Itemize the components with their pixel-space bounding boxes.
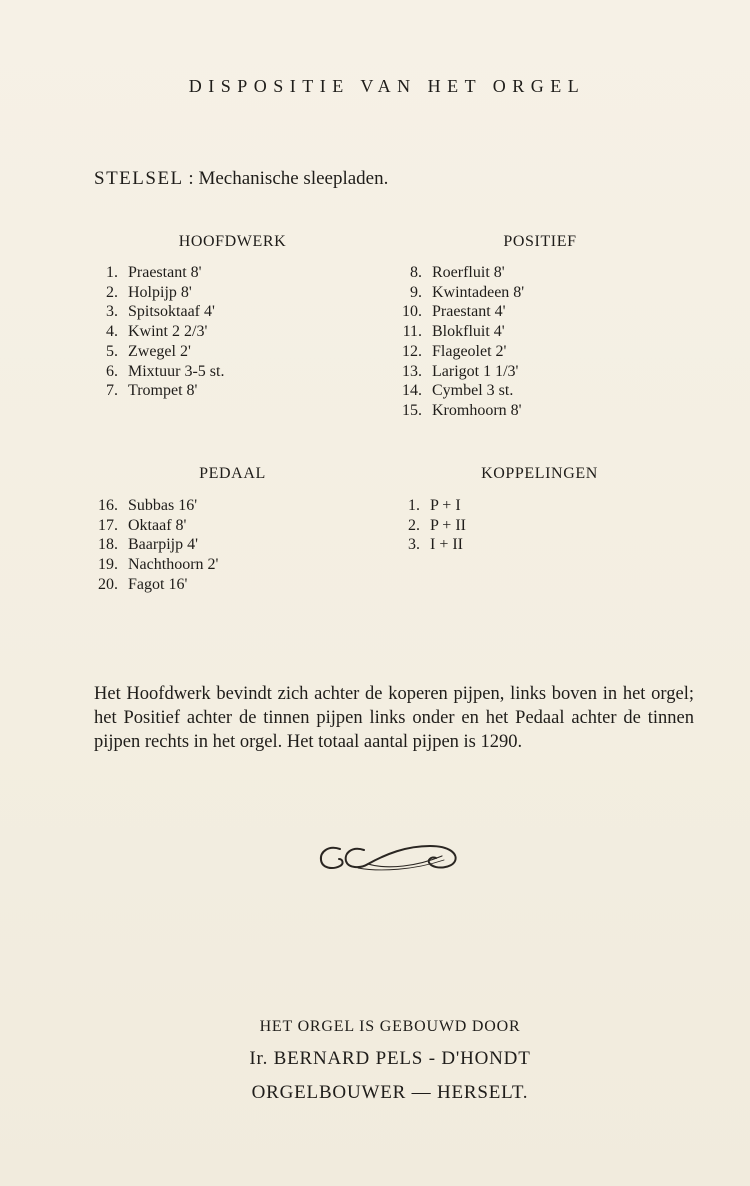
- stop-number: 13.: [402, 362, 422, 380]
- stop-item: [392, 362, 524, 382]
- stop-number: 10.: [402, 303, 422, 321]
- hoofdwerk-list: [94, 263, 224, 401]
- stop-name: Blokfluit 4': [432, 323, 505, 341]
- stop-number: 15.: [402, 401, 422, 419]
- stop-name: Holpijp 8': [128, 283, 192, 301]
- stop-name: Kwintadeen 8': [432, 283, 525, 301]
- stop-item: [392, 342, 524, 362]
- page-title: DISPOSITIE VAN HET ORGEL: [188, 76, 586, 96]
- coupler-item: [400, 535, 466, 555]
- stop-name: Fagot 16': [128, 575, 188, 593]
- stelsel-separator: :: [188, 168, 194, 189]
- builder-name: Ir. BERNARD PELS - D'HONDT: [249, 1048, 531, 1069]
- stop-number: 2.: [106, 283, 118, 301]
- positief-heading: POSITIEF: [503, 233, 577, 250]
- coupler-name: I + II: [430, 536, 464, 554]
- stop-number: 19.: [98, 556, 118, 574]
- stop-name: Trompet 8': [128, 382, 198, 400]
- stop-item: [94, 342, 224, 362]
- stop-name: Spitsoktaaf 4': [128, 303, 215, 321]
- stop-item: [392, 302, 524, 322]
- description-paragraph: Het Hoofdwerk bevindt zich achter de koperen pijpen, links boven in het orgel; het Positief achter de tinnen pijpen links onder en het Pedaal achter de tinnen pijpen rechts in het orgel. Het totaal aantal pijpen is 1290.: [94, 684, 694, 752]
- builder-profession: ORGELBOUWER — HERSELT.: [251, 1082, 529, 1103]
- stop-item: [392, 263, 524, 283]
- stop-name: Baarpijp 4': [128, 536, 198, 554]
- stop-number: 12.: [402, 342, 422, 360]
- stop-name: Cymbel 3 st.: [432, 382, 514, 400]
- hoofdwerk-heading: HOOFDWERK: [178, 233, 287, 250]
- coupler-item: [400, 496, 466, 516]
- stop-name: Kromhoorn 8': [432, 401, 522, 419]
- stop-name: Praestant 8': [128, 264, 202, 281]
- stop-item: [392, 322, 524, 342]
- flourish-ornament-icon: [318, 840, 460, 883]
- coupler-item: [400, 516, 466, 536]
- stop-number: 4.: [106, 323, 118, 341]
- stop-item: [392, 381, 524, 401]
- coupler-number: 3.: [408, 536, 420, 554]
- stop-number: 17.: [98, 516, 118, 534]
- stop-name: Subbas 16': [128, 497, 198, 514]
- stop-number: 16.: [98, 497, 118, 514]
- stop-number: 1.: [106, 264, 118, 281]
- builder-intro: HET ORGEL IS GEBOUWD DOOR: [259, 1018, 521, 1035]
- stop-number: 8.: [410, 264, 422, 281]
- koppelingen-heading: KOPPELINGEN: [481, 465, 598, 482]
- stop-name: Roerfluit 8': [432, 264, 505, 281]
- koppelingen-list: [400, 496, 466, 555]
- stop-name: Zwegel 2': [128, 342, 191, 360]
- stop-name: Mixtuur 3-5 st.: [128, 362, 225, 380]
- stop-item: [86, 575, 218, 595]
- stop-item: [94, 322, 224, 342]
- coupler-number: 1.: [408, 497, 420, 514]
- stop-item: [94, 283, 224, 303]
- stop-item: [86, 516, 218, 536]
- stop-name: Larigot 1 1/3': [432, 362, 519, 380]
- stelsel-label: STELSEL: [94, 168, 184, 189]
- pedaal-heading: PEDAAL: [199, 465, 266, 482]
- stop-name: Praestant 4': [432, 303, 506, 321]
- stop-name: Nachthoorn 2': [128, 556, 219, 574]
- stop-item: [86, 496, 218, 516]
- stop-item: [392, 283, 524, 303]
- stop-number: 7.: [106, 382, 118, 400]
- stelsel-value: Mechanische sleepladen.: [198, 168, 389, 189]
- stop-number: 20.: [98, 575, 118, 593]
- stop-number: 18.: [98, 536, 118, 554]
- coupler-number: 2.: [408, 516, 420, 534]
- stop-number: 5.: [106, 342, 118, 360]
- stop-name: Flageolet 2': [432, 342, 507, 360]
- stop-number: 3.: [106, 303, 118, 321]
- stop-number: 6.: [106, 362, 118, 380]
- stop-item: [86, 535, 218, 555]
- stop-item: [392, 401, 524, 421]
- stop-number: 14.: [402, 382, 422, 400]
- stop-number: 9.: [410, 283, 422, 301]
- pedaal-list: [86, 496, 218, 595]
- stelsel-line: [94, 168, 388, 190]
- stop-item: [94, 381, 224, 401]
- stop-name: Oktaaf 8': [128, 516, 187, 534]
- stop-item: [94, 302, 224, 322]
- stop-item: [86, 555, 218, 575]
- stop-item: [94, 362, 224, 382]
- stop-item: [94, 263, 224, 283]
- stop-name: Kwint 2 2/3': [128, 323, 208, 341]
- positief-list: [392, 263, 524, 421]
- coupler-name: P + I: [430, 497, 461, 514]
- coupler-name: P + II: [430, 516, 466, 534]
- stop-number: 11.: [402, 323, 422, 341]
